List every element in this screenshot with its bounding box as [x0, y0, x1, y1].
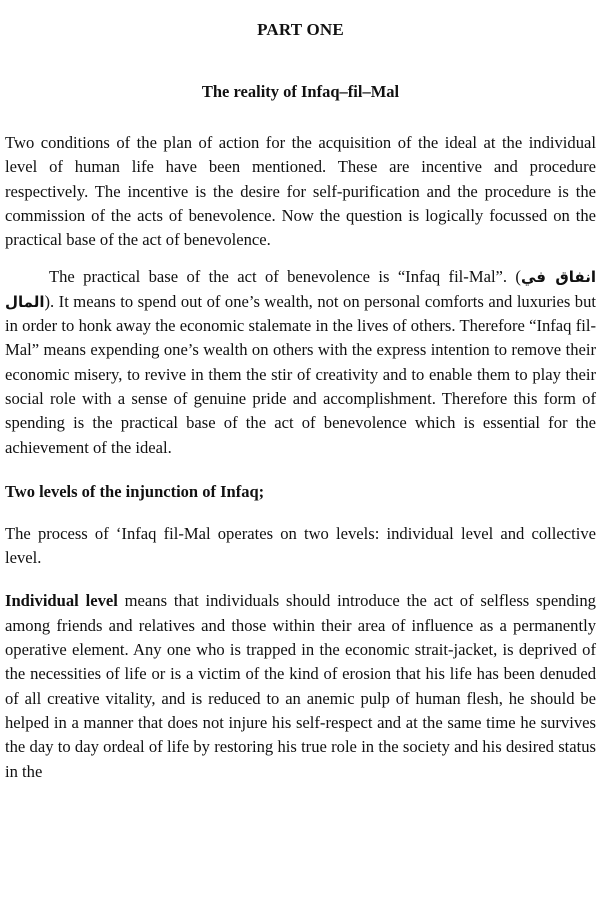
paragraph-individual-level [5, 589, 596, 783]
paragraph-text-after-arabic: ). It means to spend out of one’s wealth, not on personal comforts and luxuries but in order to honk away the economic stalemate in the lives of others. Therefore “Infaq fil-Mal” means expending one’s wealth on others with the express intention to remove their economic misery, to revive in them the stir of creativity and to enable them to play their social role with a sense of genuine pride and accomplishment. Therefore this form of spending is the practical base of the act of benevolence which is essential for the achievement of the ideal. [5, 291, 596, 457]
paragraph-text-before-arabic: The practical base of the act of benevolence is “Infaq fil-Mal”. ( [49, 267, 521, 287]
paragraph-intro: Two conditions of the plan of action for the acquisition of the ideal at the individual level of human life have been mentioned. These are incentive and procedure respectively. The incentive is the desire for self-purification and the procedure is the commission of the acts of benevolence. Now the question is logically focussed on the practical base of the act of benevolence. [5, 133, 596, 250]
part-title: PART ONE [257, 20, 344, 39]
section-title: The reality of Infaq–fil–Mal [201, 82, 400, 101]
individual-level-text: means that individuals should introduce the act of selfless spending among friends and relatives and those within their area of influence as a permanently operative element. Any one who is trapped in the economic strait-jacket, is deprived of the necessities of life or is a victim of the kind of erosion that his life has been denuded of all creative vitality, and is reduced to an anemic pulp of human flesh, he should be helped in a manner that does not injure his self-respect and at the same time he survives the day to day ordeal of life by restoring his true role in the society and his desired status in the [5, 591, 596, 781]
individual-level-term: Individual level [5, 591, 118, 611]
arabic-term: انفاق في المال [5, 268, 596, 311]
paragraph-process-levels: The process of ‘Infaq fil-Mal operates on two levels: individual level and collective level. [5, 523, 596, 568]
paragraph-practical-base [5, 265, 596, 459]
subheading-two-levels: Two levels of the injunction of Infaq; [5, 481, 265, 501]
